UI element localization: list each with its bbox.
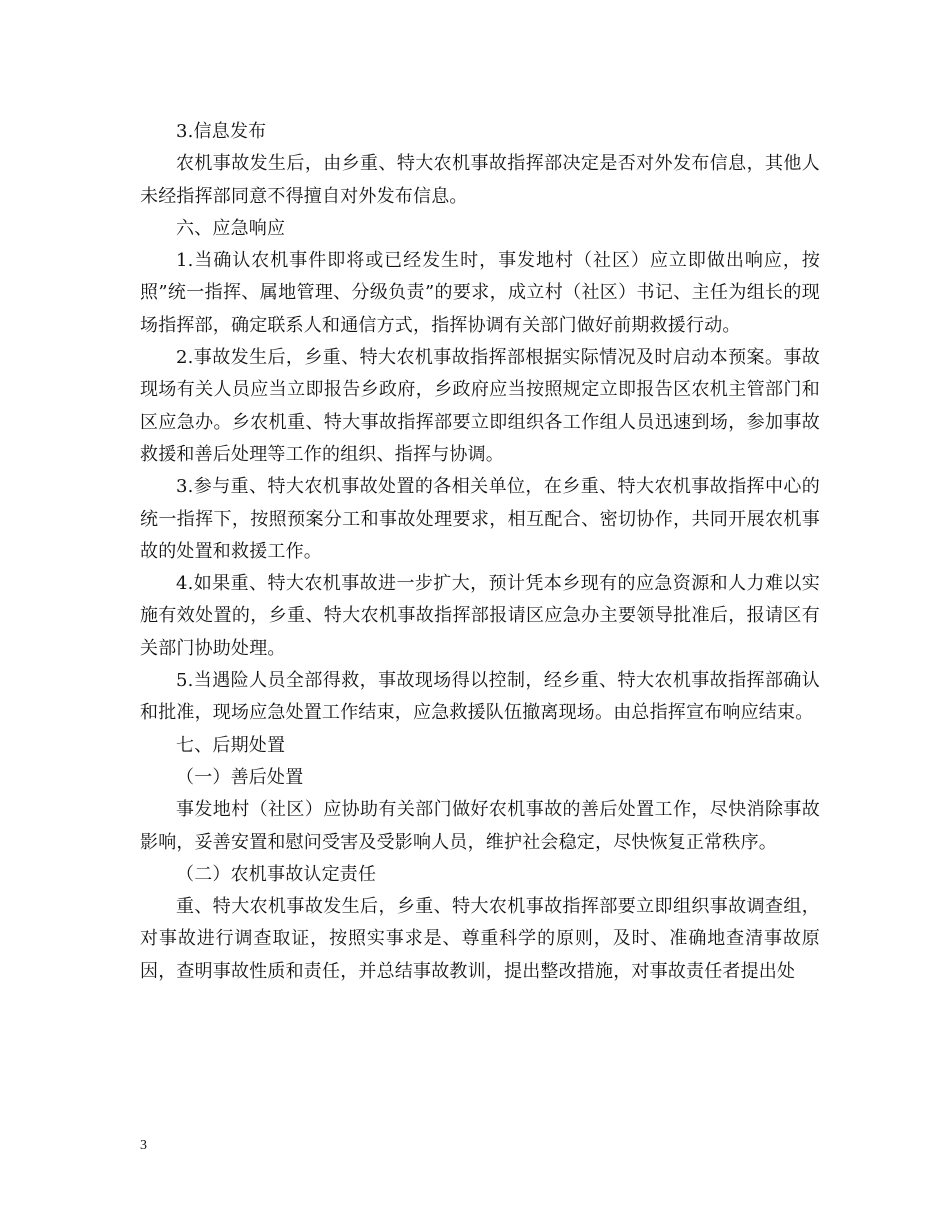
paragraph-response-item-4: 4.如果重、特大农机事故进一步扩大，预计凭本乡现有的应急资源和人力难以实施有效处置的，乡重、特大农机事故指挥部报请区应急办主要领导批准后，报请区有关部门协助处理。 (140, 573, 820, 659)
document-body (140, 116, 820, 988)
paragraph-aftermath-heading: 七、后期处置 (176, 734, 286, 756)
paragraph-responsibility-subheading: （二）农机事故认定责任 (176, 863, 377, 885)
paragraph-response-item-5: 5.当遇险人员全部得救，事故现场得以控制，经乡重、特大农机事故指挥部确认和批准，现场应急处置工作结束，应急救援队伍撤离现场。由总指挥宣布响应结束。 (140, 670, 820, 724)
paragraph-info-release-heading: 3.信息发布 (176, 121, 267, 142)
paragraph-rehabilitation-subheading: （一）善后处置 (176, 766, 304, 788)
paragraph-rehabilitation-body: 事发地村（社区）应协助有关部门做好农机事故的善后处置工作，尽快消除事故影响，妥善安置和慰问受害及受影响人员，维护社会稳定，尽快恢复正常秩序。 (140, 799, 820, 853)
paragraph-response-item-2: 2.事故发生后，乡重、特大农机事故指挥部根据实际情况及时启动本预案。事故现场有关人员应当立即报告乡政府，乡政府应当按照规定立即报告区农机主管部门和区应急办。乡农机重、特大事故指挥部要立即组织各工作组人员迅速到场，参加事故救援和善后处理等工作的组织、指挥与协调。 (140, 347, 820, 465)
paragraph-responsibility-body: 重、特大农机事故发生后，乡重、特大农机事故指挥部要立即组织事故调查组，对事故进行调查取证，按照实事求是、尊重科学的原则，及时、准确地查清事故原因，查明事故性质和责任，并总结事故教训，提出整改措施，对事故责任者提出处 (140, 896, 820, 982)
paragraph-emergency-response-heading: 六、应急响应 (176, 217, 286, 239)
page-number: 3 (140, 1138, 147, 1153)
paragraph-info-release-body: 农机事故发生后，由乡重、特大农机事故指挥部决定是否对外发布信息，其他人未经指挥部同意不得擅自对外发布信息。 (140, 153, 820, 207)
paragraph-response-item-1: 1.当确认农机事件即将或已经发生时，事发地村（社区）应立即做出响应，按照”统一指挥、属地管理、分级负责”的要求，成立村（社区）书记、主任为组长的现场指挥部，确定联系人和通信方式，指挥协调有关部门做好前期救援行动。 (140, 250, 820, 336)
paragraph-response-item-3: 3.参与重、特大农机事故处置的各相关单位，在乡重、特大农机事故指挥中心的统一指挥下，按照预案分工和事故处理要求，相互配合、密切协作，共同开展农机事故的处置和救援工作。 (140, 476, 820, 562)
